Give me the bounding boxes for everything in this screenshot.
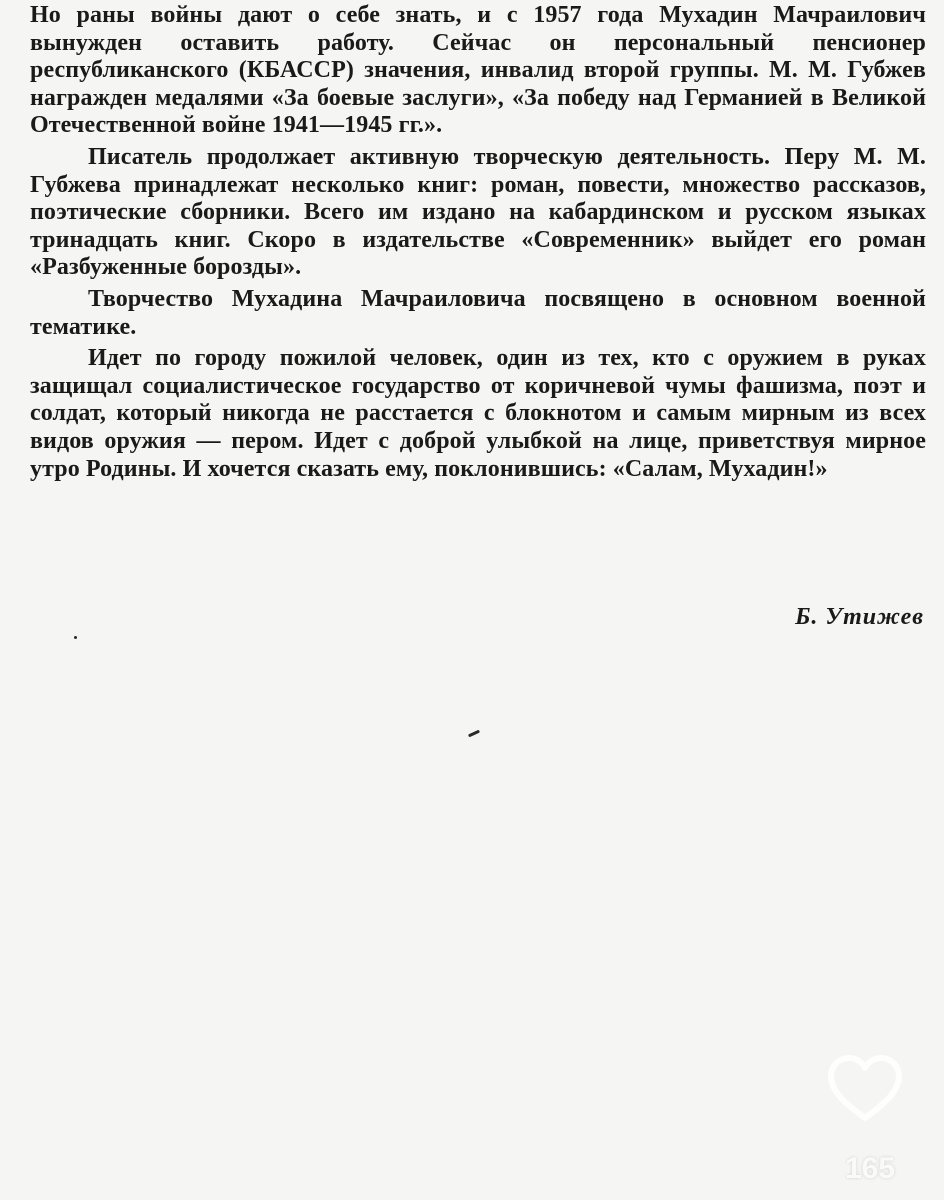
page-number: 165 [844, 1152, 896, 1185]
paragraph-3: Творчество Мухадина Мачраиловича посвящено в основном военной тематике. [30, 285, 926, 340]
heart-outline-icon[interactable] [826, 1054, 904, 1124]
author-signature: Б. Утижев [795, 604, 924, 630]
scan-speck [468, 730, 480, 738]
paragraph-1: Но раны войны дают о себе знать, и с 1957 года Мухадин Мачраилович вынужден оставить работу. Сейчас он персональный пенсионер республиканского (КБАССР) значения, инвалид второй группы. М. М. Губжев награжден медалями «За боевые заслуги», «За победу над Германией в Великой Отечественной войне 1941—1945 гг.». [30, 2, 926, 139]
paragraph-2: Писатель продолжает активную творческую деятельность. Перу М. М. Губжева принадлежат несколько книг: роман, повести, множество рассказов, поэтические сборники. Всего им издано на кабардинском и русском языках тринадцать книг. Скоро в издательстве «Современник» выйдет его роман «Разбуженные борозды». [30, 143, 926, 281]
article-body [30, 2, 926, 483]
paragraph-4: Идет по городу пожилой человек, один из тех, кто с оружием в руках защищал социалистическое государство от коричневой чумы фашизма, поэт и солдат, который никогда не расстается с блокнотом и самым мирным из всех видов оружия — пером. Идет с доброй улыбкой на лице, приветствуя мирное утро Родины. И хочется сказать ему, поклонившись: «Салам, Мухадин!» [30, 345, 926, 482]
scan-speck [74, 636, 77, 639]
